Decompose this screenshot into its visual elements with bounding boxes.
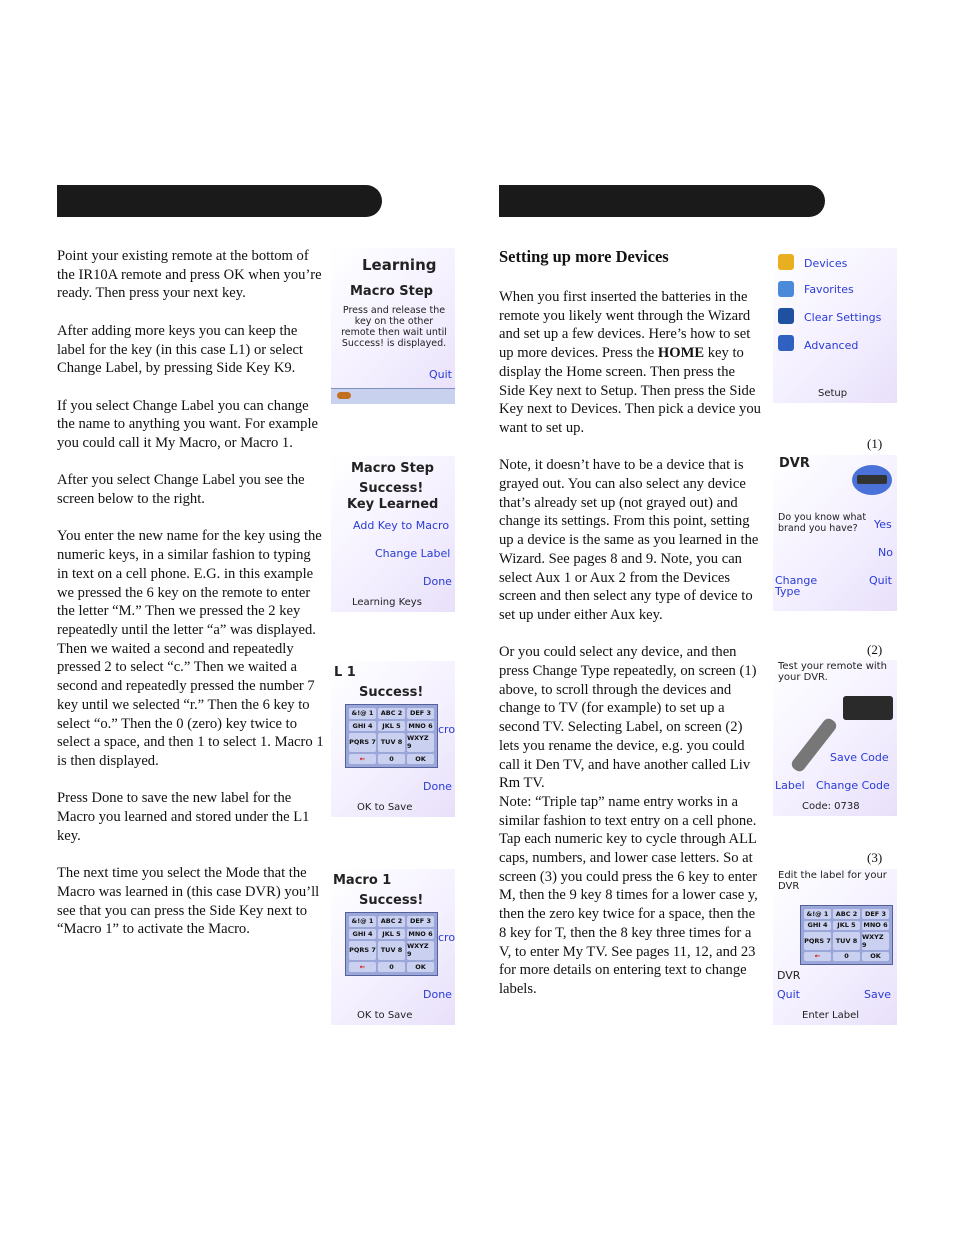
screen-title: Learning xyxy=(362,256,437,274)
screen-subtitle: Macro Step xyxy=(350,284,433,299)
save-option: Save xyxy=(864,988,892,1001)
menu-item-devices: Devices xyxy=(804,257,848,270)
label-entry-value: DVR xyxy=(777,969,801,982)
change-type-option: Change Type xyxy=(775,574,818,598)
test-remote-screen xyxy=(773,660,897,816)
side-text: cro xyxy=(438,931,455,944)
screen-caption: (3) xyxy=(867,850,883,865)
left-paragraph: If you select Change Label you can change the name to anything you want. For example you could call it My Macro, or Macro 1. xyxy=(57,397,319,451)
remote-icon xyxy=(789,716,838,773)
save-code-option: Save Code xyxy=(830,751,889,764)
text-entry-keypad: &!@ 1 ABC 2 DEF 3 GHI 4 JKL 5 MNO 6 PQRS 7 TUV 8 WXYZ 9 ← 0 OK xyxy=(345,912,438,976)
screen-footer: Setup xyxy=(818,388,848,399)
left-paragraph: After you select Change Label you see the screen below to the right. xyxy=(57,472,305,508)
dvr-box xyxy=(857,475,887,484)
left-paragraph: The next time you select the Mode that the Macro was learned in (this case DVR) you’ll see that you can press the Side Key next to “Macro 1” to activate the Macro. xyxy=(57,865,320,938)
screen-footer: OK to Save xyxy=(357,1010,413,1021)
screen-caption: (2) xyxy=(867,642,883,657)
left-column-text xyxy=(57,247,325,958)
setup-home-screen xyxy=(773,248,897,403)
code-readout: Code: 0738 xyxy=(802,801,860,812)
menu-item-favorites: Favorites xyxy=(804,283,854,296)
section-heading: Setting up more Devices xyxy=(499,247,669,266)
screen-footer: Learning Keys xyxy=(352,597,422,608)
favorites-icon xyxy=(778,281,794,297)
macro1-label-screen xyxy=(331,869,455,1025)
screen-title: Success! xyxy=(359,685,424,700)
screen-subtitle: Key Learned xyxy=(347,497,439,512)
text-entry-keypad: &!@ 1 ABC 2 DEF 3 GHI 4 JKL 5 MNO 6 PQRS 7 TUV 8 WXYZ 9 ← 0 OK xyxy=(345,704,438,768)
left-header-bar xyxy=(57,185,382,217)
right-paragraph: Note: “Triple tap” name entry works in a similar fashion to text entry on a cell phone. Tap each numeric key to cycle through ALL caps, numbers, and lower case letters. So at screen (3) you could press the 6 key to enter M, then the 9 key 8 times for a lower case y, then the zero key twice for a space, then the 8 key for T, then the 8 key three times for a V, to enter My TV. See pages 11, 12, and 23 for more details on entering text to change labels. xyxy=(499,793,758,997)
screen-subtitle: Success! xyxy=(359,481,424,496)
left-paragraph: Point your existing remote at the bottom of the IR10A remote and press OK when you’re ready. Then press your next key. xyxy=(57,248,322,302)
key-learned-screen xyxy=(331,456,455,612)
label-option: Label xyxy=(775,779,805,792)
screen-title: Success! xyxy=(359,893,424,908)
text-entry-keypad: &!@ 1 ABC 2 DEF 3 GHI 4 JKL 5 MNO 6 PQRS 7 TUV 8 WXYZ 9 ← 0 OK xyxy=(800,905,893,965)
quit-option: Quit xyxy=(777,988,800,1001)
dvr-box xyxy=(843,696,893,720)
screen-caption: (1) xyxy=(867,436,883,451)
done-option: Done xyxy=(423,988,452,1001)
key-label: L 1 xyxy=(334,665,356,680)
key-label: Macro 1 xyxy=(333,873,392,888)
right-paragraph: Note, it doesn’t have to be a device that is grayed out. You can also select any device that’s already set up (not grayed out) and change its settings. From this point, setting up a device is the same as you learned in the Wizard. See pages 8 and 9. Note, you can select Aux 1 or Aux 2 from the Devices screen and then select any type of device to set up under either Aux key. xyxy=(499,457,759,623)
no-option: No xyxy=(878,546,893,559)
right-column-text xyxy=(499,288,761,1017)
screen-title: Macro Step xyxy=(351,461,434,476)
left-paragraph: Press Done to save the new label for the Macro you learned and stored under the L1 key. xyxy=(57,790,310,844)
test-instructions: Test your remote with your DVR. xyxy=(778,661,887,683)
menu-item-clear-settings: Clear Settings xyxy=(804,311,882,324)
yes-option: Yes xyxy=(874,518,892,531)
screen-footer: OK to Save xyxy=(357,802,413,813)
change-label-option: Change Label xyxy=(375,547,451,560)
brand-question: Do you know what brand you have? xyxy=(778,512,867,534)
edit-label-screen xyxy=(773,869,897,1025)
right-paragraph: Or you could select any device, and then press Change Type repeatedly, on screen (1) above, to scroll through the devices and change to TV (for example) to set up a second TV. Selecting Label, on screen (2) lets you rename the device, e.g. you could call it Den TV, and have another called Liv Rm TV. xyxy=(499,644,757,792)
l1-label-screen xyxy=(331,661,455,817)
done-option: Done xyxy=(423,575,452,588)
left-paragraph: After adding more keys you can keep the label for the key (in this case L1) or select Change Label, by pressing Side Key K9. xyxy=(57,322,303,377)
done-option: Done xyxy=(423,780,452,793)
add-key-option: Add Key to Macro xyxy=(353,519,450,532)
learning-screen xyxy=(331,248,455,404)
dvr-brand-screen xyxy=(773,455,897,611)
left-paragraph: You enter the new name for the key using the numeric keys, in a similar fashion to typing in text on a cell phone. E.G. in this example we pressed the 6 key on the remote to enter the letter “M.” Then we pressed the 2 key repeatedly until the letter “a” was displayed. Then we waited a second and repeatedly pressed 2 to select “c.” Then we waited a second and repeatedly pressed the number 7 key until we selected “r.” Then the 6 key to select “o.” Then the 0 (zero) key twice to select a space, and then 1 to select 1. Macro 1 is then displayed. xyxy=(57,528,324,769)
devices-icon xyxy=(778,254,794,270)
menu-item-advanced: Advanced xyxy=(804,339,859,352)
clear-settings-icon xyxy=(778,308,794,324)
screen-footer: Enter Label xyxy=(802,1010,859,1021)
remote-icon xyxy=(337,392,351,399)
advanced-icon xyxy=(778,335,794,351)
quit-option: Quit xyxy=(869,574,892,587)
right-paragraph: When you first inserted the batteries in the remote you likely went through the Wizard and set up a few devices. Here’s how to set up more devices. Press the HOME key to display the Home screen. Then press the Side Key next to Setup. Then press the Side Key next to Devices. Then pick a device you want to set up. xyxy=(499,289,761,436)
quit-option: Quit xyxy=(429,368,452,381)
edit-instructions: Edit the label for your DVR xyxy=(778,870,887,892)
side-text: cro xyxy=(438,723,455,736)
device-title: DVR xyxy=(779,456,810,471)
screen-body: Press and release the key on the other remote then wait until Success! is displayed. xyxy=(341,305,447,349)
right-header-bar xyxy=(499,185,825,217)
change-code-option: Change Code xyxy=(816,779,890,792)
